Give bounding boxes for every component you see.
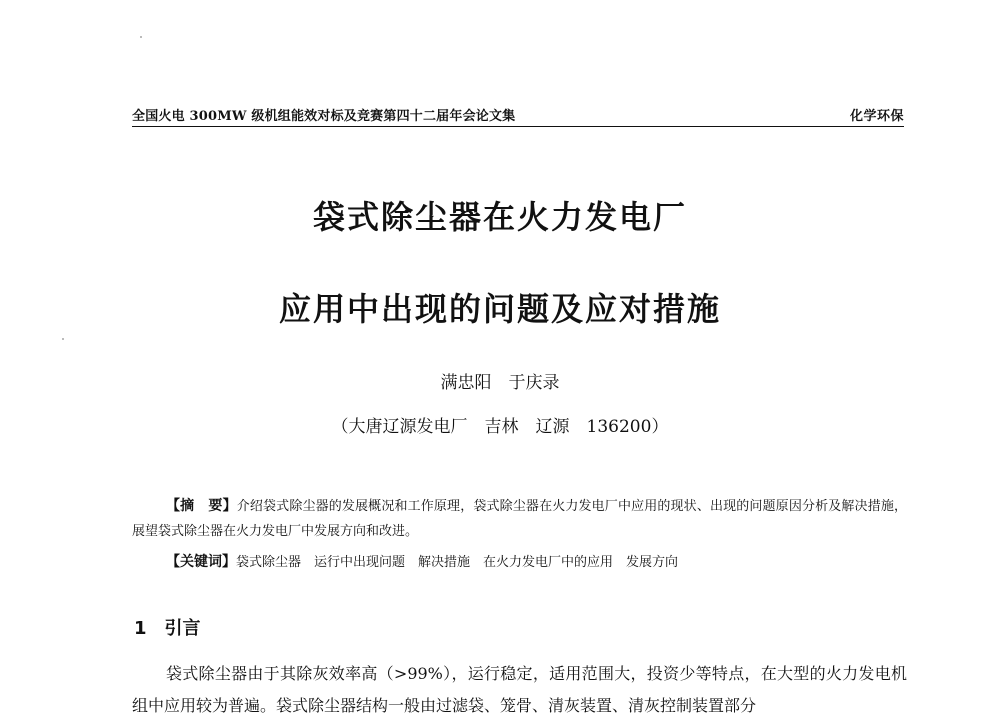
keywords-text: 袋式除尘器 运行中出现问题 解决措施 在火力发电厂中的应用 发展方向 [236, 555, 679, 570]
abstract-label: 【摘 要】 [166, 498, 237, 514]
abstract [132, 494, 907, 544]
paper-title-line-1: 袋式除尘器在火力发电厂 [312, 198, 687, 236]
scan-speck [140, 36, 142, 38]
keywords-label: 【关键词】 [166, 554, 236, 570]
paper-title-line-2: 应用中出现的问题及应对措施 [278, 290, 721, 328]
running-header [132, 104, 904, 127]
header-section-name: 化学环保 [849, 109, 904, 124]
author-names: 满忠阳 于庆录 [440, 373, 560, 393]
abstract-text: 介绍袋式除尘器的发展概况和工作原理，袋式除尘器在火力发电厂中应用的现状、出现的问题原因分析及解决措施，展望袋式除尘器在火力发电厂中发展方向和改进。 [132, 499, 907, 539]
body-paragraph: 袋式除尘器由于其除灰效率高（>99%），运行稳定，适用范围大，投资少等特点，在大型的火力发电机组中应用较为普遍。袋式除尘器结构一般由过滤袋、笼骨、清灰装置、清灰控制装置部分 [132, 664, 907, 715]
keywords [166, 551, 678, 571]
author-affiliation: （大唐辽源发电厂 吉林 辽源 136200） [331, 417, 669, 437]
header-proceedings-title: 全国火电 300MW 级机组能效对标及竞赛第四十二届年会论文集 [132, 109, 516, 124]
section-heading-introduction: 1 引言 [134, 618, 201, 639]
scan-speck [62, 338, 64, 340]
